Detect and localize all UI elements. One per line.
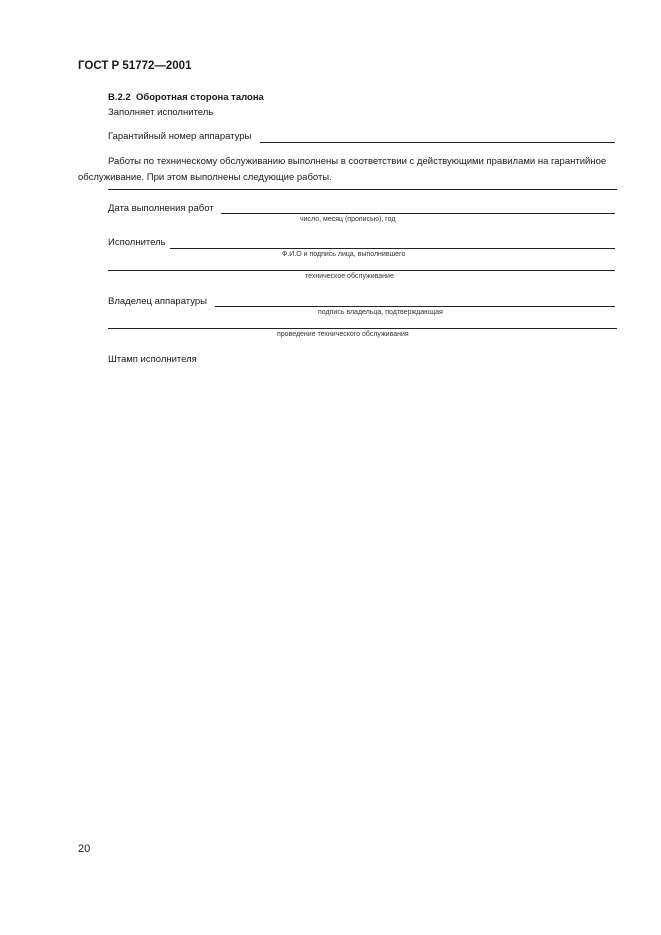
completion-date-label: Дата выполнения работ: [108, 203, 214, 214]
standard-header: ГОСТ Р 51772—2001: [78, 60, 192, 72]
section-title: [108, 92, 264, 103]
stamp-label: Штамп исполнителя: [108, 354, 197, 365]
owner-line-2[interactable]: [108, 328, 617, 329]
filled-by-label: Заполняет исполнитель: [108, 107, 214, 118]
owner-caption-1: подпись владельца, подтверждающая: [318, 309, 443, 316]
works-line[interactable]: [108, 189, 617, 190]
completion-date-line[interactable]: [221, 213, 615, 214]
executor-line-2[interactable]: [108, 270, 615, 271]
warranty-number-line[interactable]: [260, 142, 615, 143]
owner-line[interactable]: [215, 306, 615, 307]
owner-label: Владелец аппаратуры: [108, 296, 208, 307]
owner-caption-2: проведение технического обслуживания: [277, 331, 409, 338]
page-number: 20: [78, 843, 91, 855]
executor-caption-1: Ф.И.О и подпись лица, выполнившего: [282, 251, 406, 258]
executor-label: Исполнитель: [108, 237, 166, 248]
warranty-number-label: Гарантийный номер аппаратуры: [108, 131, 252, 142]
completion-date-caption: число, месяц (прописью), год: [300, 216, 396, 223]
section-heading: Оборотная сторона талона: [136, 92, 264, 103]
executor-line[interactable]: [170, 248, 615, 249]
section-number: В.2.2: [108, 92, 131, 103]
works-paragraph: Работы по техническому обслуживанию выполнены в соответствии с действующими правилами на гарантийное обслуживание. При этом выполнены следующие работы.: [78, 156, 607, 183]
executor-caption-2: техническое обслуживание: [305, 273, 394, 280]
